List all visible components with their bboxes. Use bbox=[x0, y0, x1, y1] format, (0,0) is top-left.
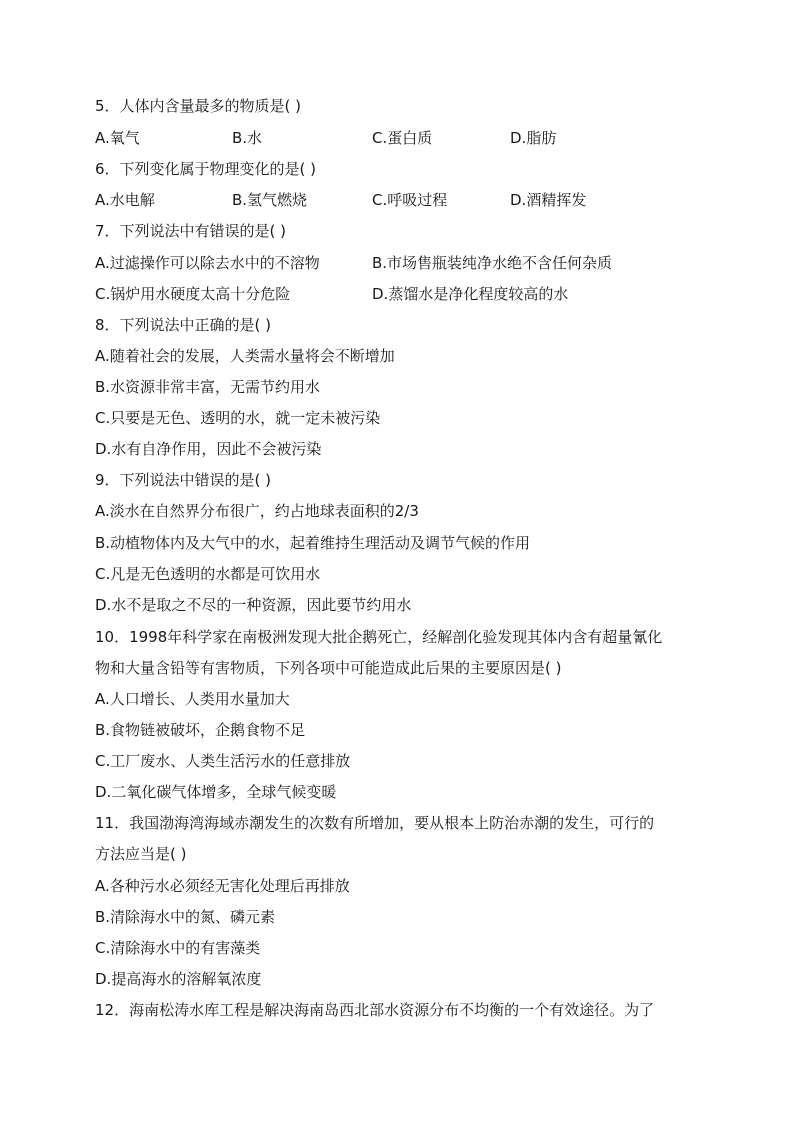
q7-option-a: A.过滤操作可以除去水中的不溶物 bbox=[95, 254, 320, 272]
q7-option-d: D.蒸馏水是净化程度较高的水 bbox=[372, 285, 569, 303]
question-6-stem: 6．下列变化属于物理变化的是( ) bbox=[95, 160, 317, 178]
q7-option-b: B.市场售瓶装纯净水绝不含任何杂质 bbox=[372, 254, 613, 272]
q6-option-b: B.氢气燃烧 bbox=[232, 191, 308, 209]
q10-option-c: C.工厂废水、人类生活污水的任意排放 bbox=[95, 752, 351, 770]
q8-option-a: A.随着社会的发展，人类需水量将会不断增加 bbox=[95, 347, 395, 365]
q5-option-d: D.脂肪 bbox=[510, 129, 557, 147]
q8-option-c: C.只要是无色、透明的水，就一定未被污染 bbox=[95, 409, 381, 427]
q9-option-a: A.淡水在自然界分布很广，约占地球表面积的2/3 bbox=[95, 502, 419, 520]
q8-option-b: B.水资源非常丰富，无需节约用水 bbox=[95, 378, 321, 396]
q9-option-b: B.动植物体内及大气中的水，起着维持生理活动及调节气候的作用 bbox=[95, 534, 531, 552]
q5-option-c: C.蛋白质 bbox=[372, 129, 433, 147]
q6-option-d: D.酒精挥发 bbox=[510, 191, 587, 209]
q8-option-d: D.水有自净作用，因此不会被污染 bbox=[95, 440, 322, 458]
question-5-stem: 5．人体内含量最多的物质是( ) bbox=[95, 97, 302, 115]
question-10-stem-line-2: 物和大量含铅等有害物质，下列各项中可能造成此后果的主要原因是( ) bbox=[95, 659, 562, 677]
q9-option-c: C.凡是无色透明的水都是可饮用水 bbox=[95, 565, 321, 583]
q10-option-d: D.二氧化碳气体增多，全球气候变暖 bbox=[95, 783, 337, 801]
q6-option-a: A.水电解 bbox=[95, 191, 155, 209]
question-11-stem-line-1: 11．我国渤海湾海域赤潮发生的次数有所增加，要从根本上防治赤潮的发生，可行的 bbox=[95, 814, 655, 832]
q7-option-c: C.锅炉用水硬度太高十分危险 bbox=[95, 285, 291, 303]
q6-option-c: C.呼吸过程 bbox=[372, 191, 448, 209]
q5-option-a: A.氧气 bbox=[95, 129, 140, 147]
q11-option-b: B.清除海水中的氮、磷元素 bbox=[95, 908, 276, 926]
q11-option-a: A.各种污水必须经无害化处理后再排放 bbox=[95, 877, 350, 895]
question-8-stem: 8．下列说法中正确的是( ) bbox=[95, 316, 272, 334]
q10-option-a: A.人口增长、人类用水量加大 bbox=[95, 690, 290, 708]
question-7-stem: 7．下列说法中有错误的是( ) bbox=[95, 222, 287, 240]
q9-option-d: D.水不是取之不尽的一种资源，因此要节约用水 bbox=[95, 596, 412, 614]
q11-option-c: C.清除海水中的有害藻类 bbox=[95, 939, 261, 957]
question-10-stem-line-1: 10．1998年科学家在南极洲发现大批企鹅死亡，经解剖化验发现其体内含有超量氰化 bbox=[95, 628, 663, 646]
q5-option-b: B.水 bbox=[232, 129, 263, 147]
question-9-stem: 9．下列说法中错误的是( ) bbox=[95, 471, 272, 489]
q10-option-b: B.食物链被破坏，企鹅食物不足 bbox=[95, 721, 306, 739]
question-12-stem: 12．海南松涛水库工程是解决海南岛西北部水资源分布不均衡的一个有效途径。为了 bbox=[95, 1001, 655, 1019]
question-11-stem-line-2: 方法应当是( ) bbox=[95, 845, 187, 863]
q11-option-d: D.提高海水的溶解氧浓度 bbox=[95, 970, 262, 988]
